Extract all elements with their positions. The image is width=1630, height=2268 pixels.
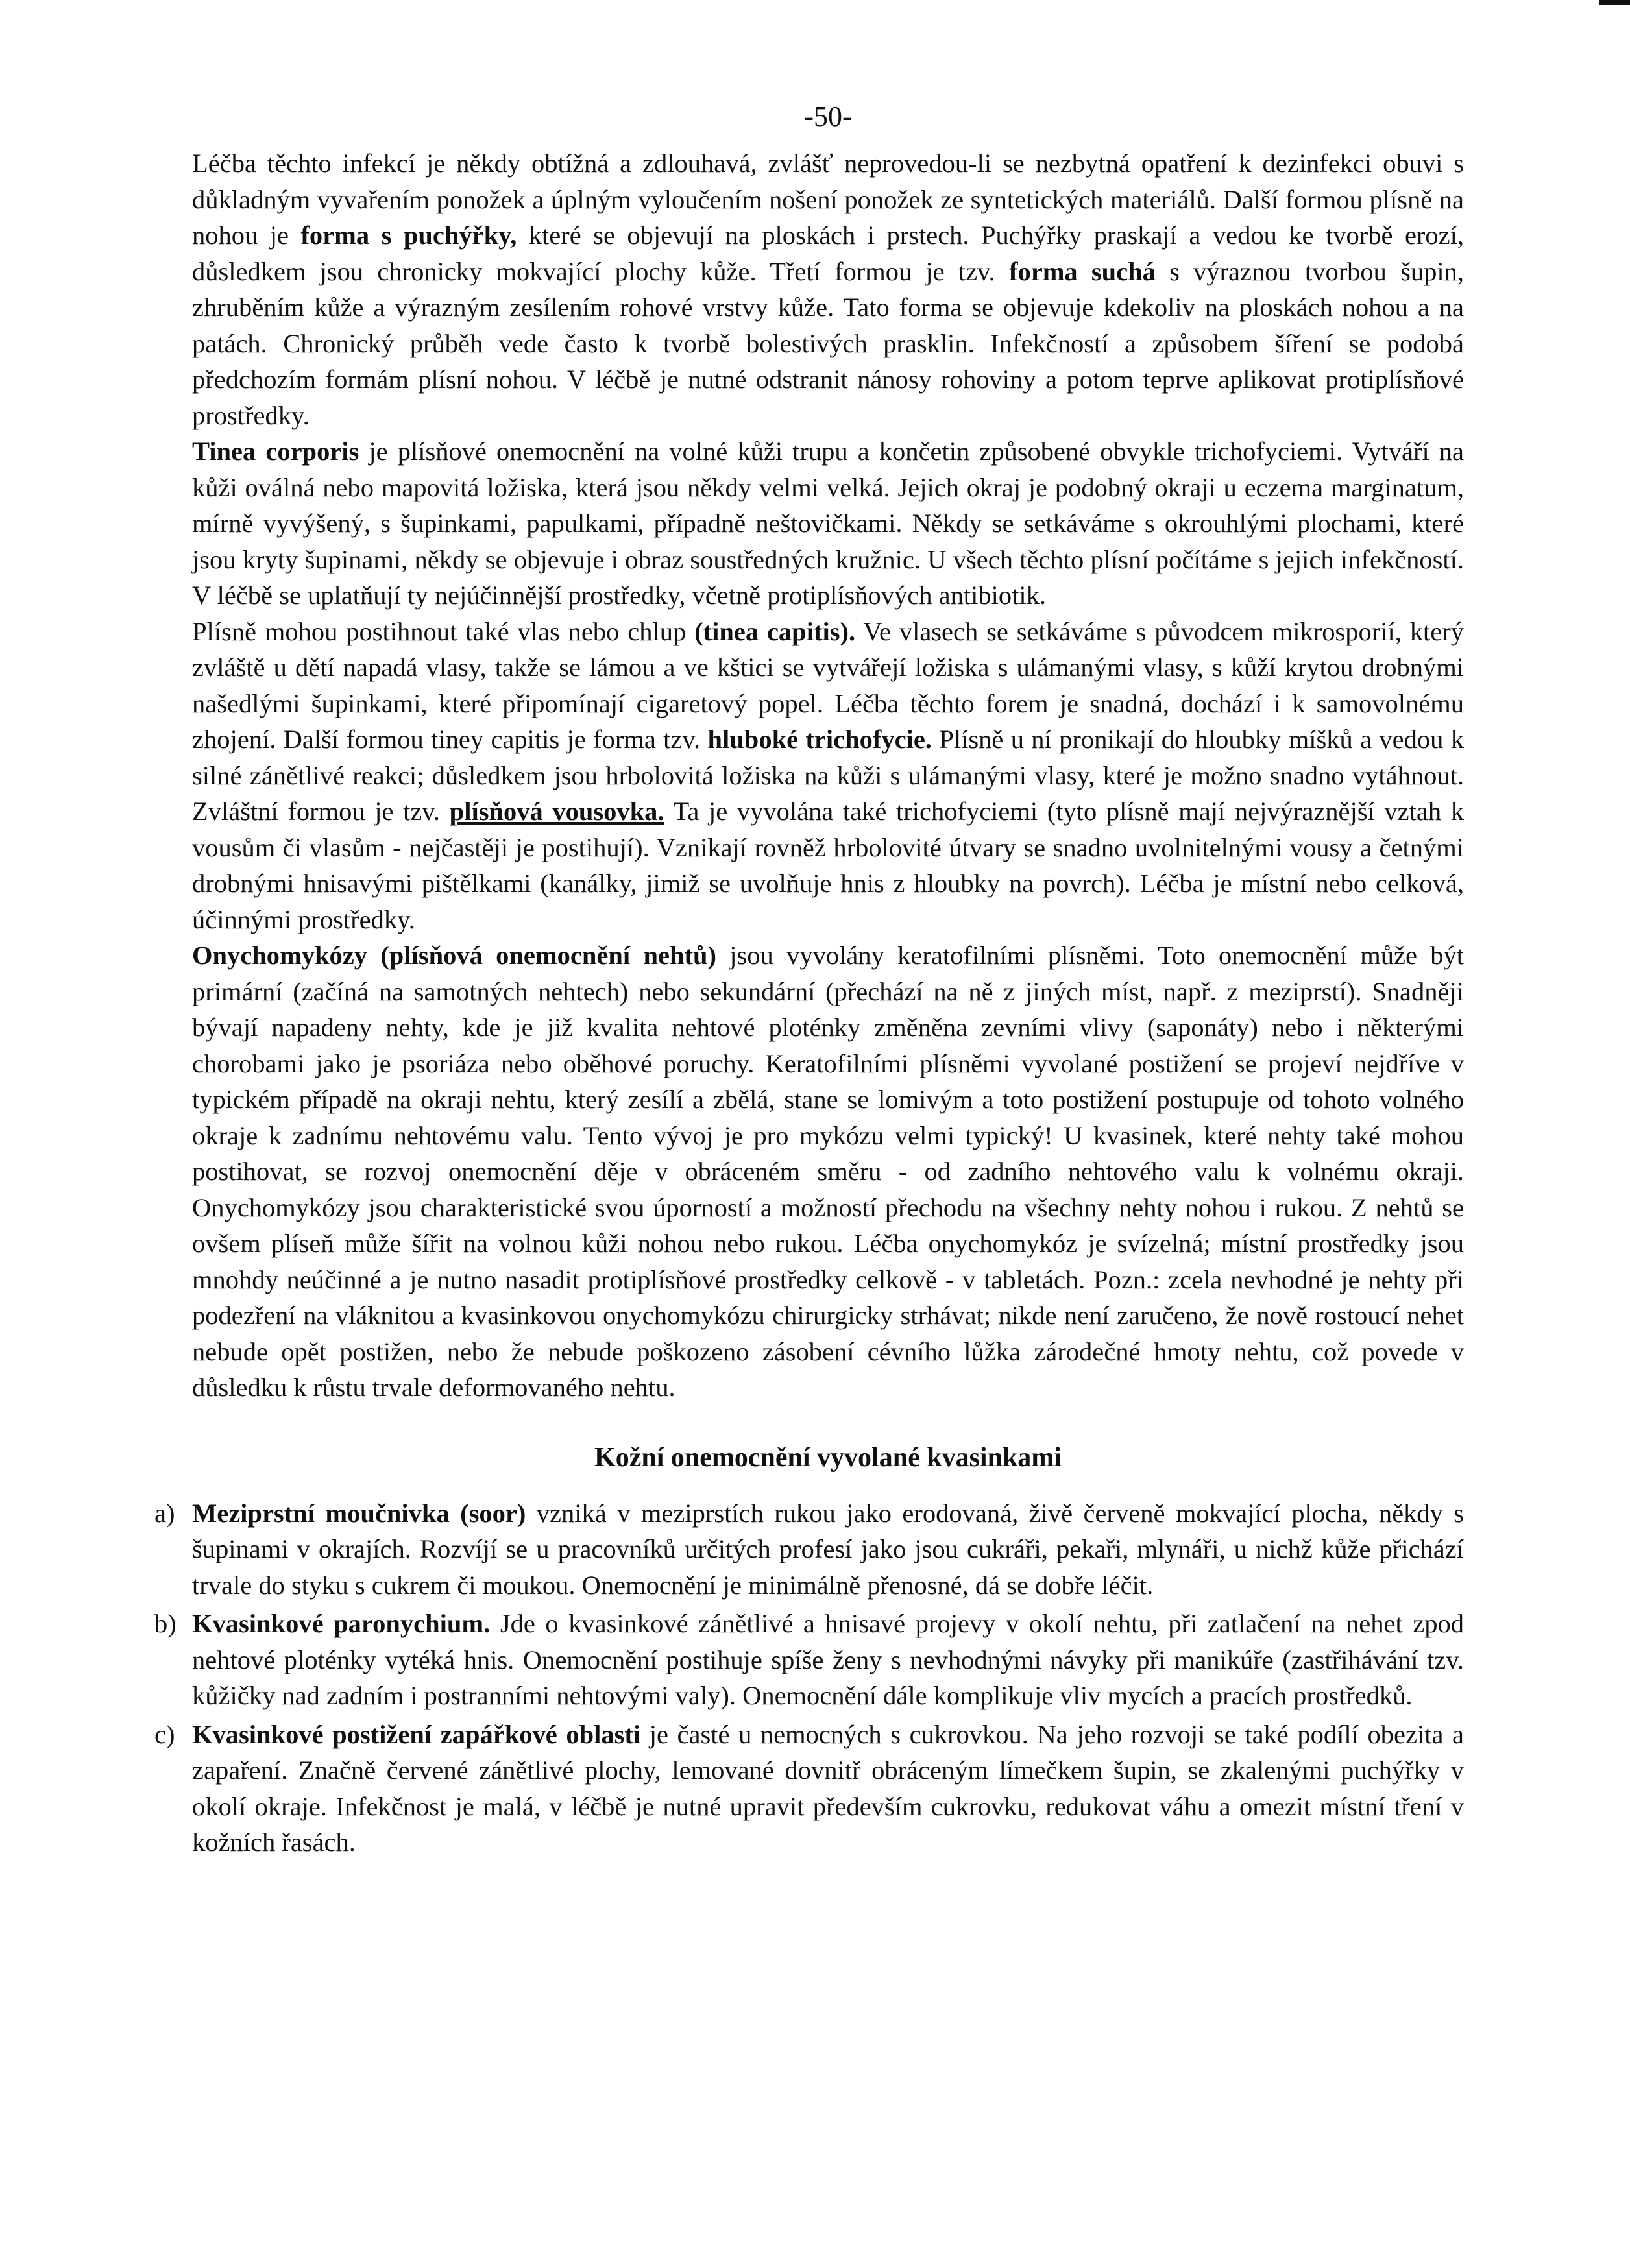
paragraph: [192, 145, 1464, 433]
list-item-body: je časté u nemocných s cukrovkou. Na jeho rozvoji se také podílí obezita a zapaření. Značně červené zánětlivé plochy, lemované dovnitř obráceným límečkem šupin, se zkalenými puchýřky v okolí okraje. Infekčnost je malá, v léčbě je nutné upravit především cukrovku, redukovat váhu a omezit místní tření v kožních řasách.: [192, 1719, 1464, 1857]
yeast-diseases-list: [154, 1495, 1465, 1861]
bold-term: forma suchá: [1008, 256, 1156, 286]
list-item: [154, 1717, 1464, 1861]
paragraph-text: jsou vyvolány keratofilními plísněmi. Toto onemocnění může být primární (začíná na samotných nehtech) nebo sekundární (přechází na ně z jiných míst, např. z meziprstí). Snadněji bývají napadeny nehty, kde je již kvalita nehtové ploténky změněna zevními vlivy (saponáty) nebo i některými chorobami jako je psoriáza nebo oběhové poruchy. Keratofilními plísněmi vyvolané postižení se projeví nejdříve v typickém případě na okraji nehtu, který zesílí a zbělá, stane se lomivým a toto postižení postupuje od tohoto volného okraje k zadnímu nehtovému valu. Tento vývoj je pro mykózu velmi typický! U kvasinek, které nehty také mohou postihovat, se rozvoj onemocnění děje v obráceném směru - od zadního nehtového valu k volnému okraji. Onychomykózy jsou charakteristické svou úporností a možností přechodu na všechny nehty nohou i rukou. Z nehtů se ovšem plíseň může šířit na volnou kůži nohou nebo rukou. Léčba onychomykóz je svízelná; místní prostředky jsou mnohdy neúčinné a je nutno nasadit protiplísňové prostředky celkově - v tabletách. Pozn.: zcela nevhodné je nehty při podezření na vláknitou a kvasinkovou onychomykózu chirurgicky strhávat; nikde není zaručeno, že nově rostoucí nehet nebude opět postižen, nebo že nebude poškozeno zásobení cévního lůžka zárodečné hmoty nehtu, což povede v důsledku k růstu trvale deformovaného nehtu.: [192, 941, 1465, 1402]
document-page: [154, 97, 1465, 1863]
list-item: [154, 1606, 1464, 1714]
list-marker: c): [154, 1719, 175, 1749]
section-heading: Kožní onemocnění vyvolané kvasinkami: [594, 1442, 1062, 1473]
bold-term: Kvasinkové paronychium.: [192, 1609, 491, 1638]
bold-term: Meziprstní moučnivka (soor): [192, 1498, 526, 1528]
list-item-body: vzniká v meziprstích rukou jako erodovaná, živě červeně mokvající plocha, někdy s šupinami v okrajích. Rozvíjí se u pracovníků určitých profesí jako jsou cukráři, pekaři, mlynáři, u nichž kůže přichází trvale do styku s cukrem či moukou. Onemocnění je minimálně přenosné, dá se dobře léčit.: [192, 1498, 1465, 1600]
paragraph: [192, 433, 1464, 614]
bold-term: forma s puchýřky,: [300, 221, 517, 250]
paragraph-text: Ve vlasech se setkáváme s původcem mikrosporií, který zvláště u dětí napadá vlasy, takže se lámou a ve kštici se vytvářejí ložiska s ulámanými vlasy, s kůží krytou drobnými našedlými šupinkami, které připomínají cigaretový popel. Léčba těchto forem je snadná, dochází i k samovolnému zhojení. Další formou tiney capitis je forma tzv.: [192, 616, 1464, 754]
list-marker: a): [154, 1498, 175, 1528]
bold-term: Tinea corporis: [192, 437, 359, 466]
paragraph-text: které se objevují na ploskách i prstech. Puchýřky praskají a vedou ke tvorbě erozí, důsledkem jsou chronicky mokvající plochy kůže. Třetí formou je tzv.: [192, 221, 1465, 286]
bold-term: (tinea capitis).: [694, 616, 856, 646]
paragraph-text: s výraznou tvorbou šupin, zhruběním kůže a výrazným zesílením rohové vrstvy kůže. Tato forma se objevuje kdekoliv na ploskách nohou a na patách. Chronický průběh vede často k tvorbě bolestivých prasklin. Infekčností a způsobem šíření se podobá předchozím formám plísní nohou. V léčbě je nutné odstranit nánosy rohoviny a potom teprve aplikovat protiplísňové prostředky.: [192, 256, 1465, 430]
list-item-text: [192, 1495, 1464, 1604]
list-item-body: Jde o kvasinkové zánětlivé a hnisavé projevy v okolí nehtu, při zatlačení na nehet zpod nehtové ploténky vytéká hnis. Onemocnění postihuje spíše ženy s nevhodnými návyky při manikúře (zastřihávání tzv. kůžičky nad zadním i postranními nehtovými valy). Onemocnění dále komplikuje vliv mycích a pracích prostředků.: [192, 1609, 1464, 1710]
list-item: [154, 1495, 1465, 1604]
list-marker: b): [154, 1609, 176, 1638]
body-text: [192, 145, 1464, 1406]
scan-edge-mark: [1599, 0, 1630, 5]
list-item-text: [192, 1717, 1464, 1861]
bold-term: hluboké trichofycie.: [707, 725, 932, 754]
underlined-term: plísňová vousovka.: [449, 797, 664, 826]
bold-term: Onychomykózy (plísňová onemocnění nehtů): [192, 941, 716, 970]
paragraph-text: je plísňové onemocnění na volné kůži trupu a končetin způsobené obvykle trichofyciemi. Vytváří na kůži oválná nebo mapovitá ložiska, která jsou někdy velmi velká. Jejich okraj je podobný okraji u eczema marginatum, mírně vyvýšený, s šupinkami, papulkami, případně neštovičkami. Někdy se setkáváme s okrouhlými plochami, které jsou kryty šupinami, někdy se objevuje i obraz soustředných kružnic. U všech těchto plísní počítáme s jejich infekčností. V léčbě se uplatňují ty nejúčinnější prostředky, včetně protiplísňových antibiotik.: [192, 437, 1464, 610]
page-number: -50-: [804, 101, 852, 132]
paragraph-text: Léčba těchto infekcí je někdy obtížná a zdlouhavá, zvlášť neprovedou-li se nezbytná opatření k dezinfekci obuvi s důkladným vyvařením ponožek a úplným vyloučením nošení ponožek ze syntetických materiálů. Další formou plísně na nohou je: [192, 149, 1464, 250]
paragraph-text: Ta je vyvolána také trichofyciemi (tyto plísně mají nejvýraznější vztah k vousům či vlasům - nejčastěji je postihují). Vznikají rovněž hrbolovité útvary se snadno uvolnitelnými vousy a četnými drobnými hnisavými pištělkami (kanálky, jimiž se uvolňuje hnis z hloubky na povrch). Léčba je místní nebo celková, účinnými prostředky.: [192, 797, 1464, 934]
bold-term: Kvasinkové postižení zapářkové oblasti: [192, 1719, 641, 1749]
list-item-text: [192, 1606, 1464, 1714]
paragraph-text: Plísně mohou postihnout také vlas nebo chlup: [192, 616, 695, 646]
paragraph-text: Plísně u ní pronikají do hloubky míšků a vedou k silné zánětlivé reakci; důsledkem jsou hrbolovitá ložiska na kůži s ulámanými vlasy, které je možno snadno vytáhnout. Zvláštní formou je tzv.: [192, 725, 1464, 826]
paragraph: [192, 937, 1464, 1406]
paragraph: [192, 614, 1464, 938]
